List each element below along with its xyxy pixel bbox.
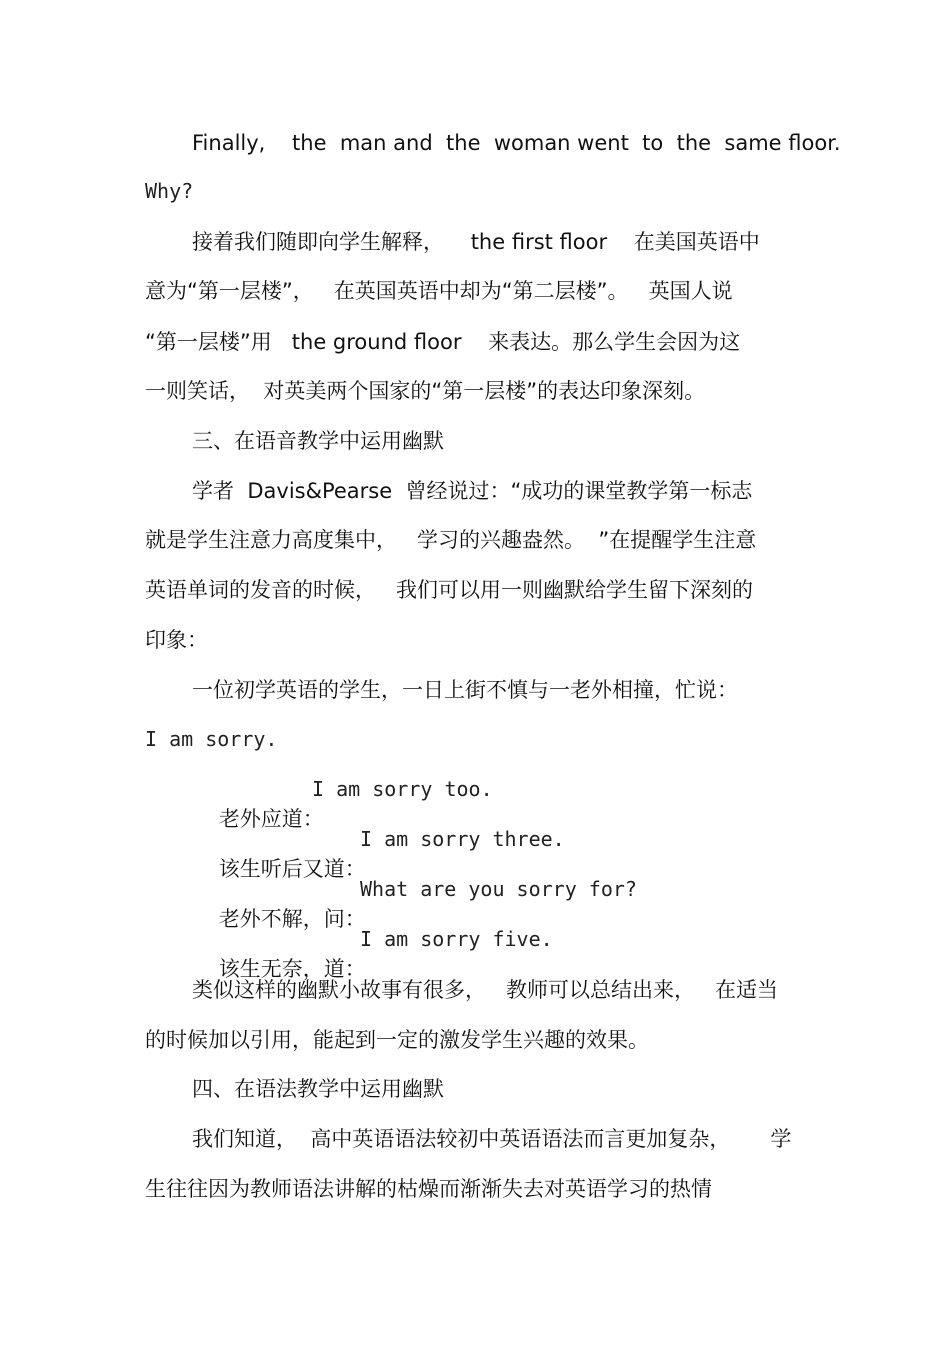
paragraph-line: Finally, the man and the woman went to the same floor.: [192, 131, 841, 155]
dialogue-english: I am sorry five.: [360, 927, 553, 951]
dialogue-english: I am sorry too.: [312, 777, 493, 801]
section-heading: 四、在语法教学中运用幽默: [192, 1077, 444, 1101]
section-heading: 三、在语音教学中运用幽默: [192, 429, 444, 453]
paragraph-line: 学者 Davis&Pearse 曾经说过：“成功的课堂教学第一标志: [192, 479, 753, 503]
dialogue-english: I am sorry three.: [360, 827, 565, 851]
paragraph-line: 生往往因为教师语法讲解的枯燥而渐渐失去对英语学习的热情: [145, 1177, 712, 1201]
paragraph-line: 一则笑话， 对英美两个国家的“第一层楼”的表达印象深刻。: [145, 379, 706, 403]
dialogue-english: What are you sorry for?: [360, 877, 637, 901]
paragraph-line: Why?: [145, 179, 194, 203]
paragraph-line: 印象：: [145, 628, 208, 652]
dialogue-speaker: 该生听后又道：: [218, 857, 366, 881]
paragraph-line: 接着我们随即向学生解释， the first floor 在美国英语中: [192, 230, 760, 254]
paragraph-line: 英语单词的发音的时候， 我们可以用一则幽默给学生留下深刻的: [145, 578, 754, 602]
paragraph-line: 一位初学英语的学生，一日上街不慎与一老外相撞，忙说：: [192, 678, 738, 702]
dialogue-speaker: 老外应道：: [218, 807, 324, 831]
paragraph-line: 类似这样的幽默小故事有很多， 教师可以总结出来， 在适当: [192, 978, 779, 1002]
paragraph-line: 就是学生注意力高度集中， 学习的兴趣盎然。 ”在提醒学生注意: [145, 528, 757, 552]
dialogue-speaker: 老外不解，问：: [218, 907, 366, 931]
paragraph-line: 意为“第一层楼”， 在英国英语中却为“第二层楼”。 英国人说: [145, 279, 733, 303]
paragraph-line: 的时候加以引用，能起到一定的激发学生兴趣的效果。: [145, 1028, 649, 1052]
dialogue-english: I am sorry.: [145, 727, 278, 751]
paragraph-line: “第一层楼”用 the ground floor 来表达。那么学生会因为这: [145, 330, 741, 354]
dialogue-speaker: 该生无奈，道：: [218, 957, 366, 981]
paragraph-line: 我们知道， 高中英语语法较初中英语语法而言更加复杂， 学: [192, 1127, 792, 1151]
